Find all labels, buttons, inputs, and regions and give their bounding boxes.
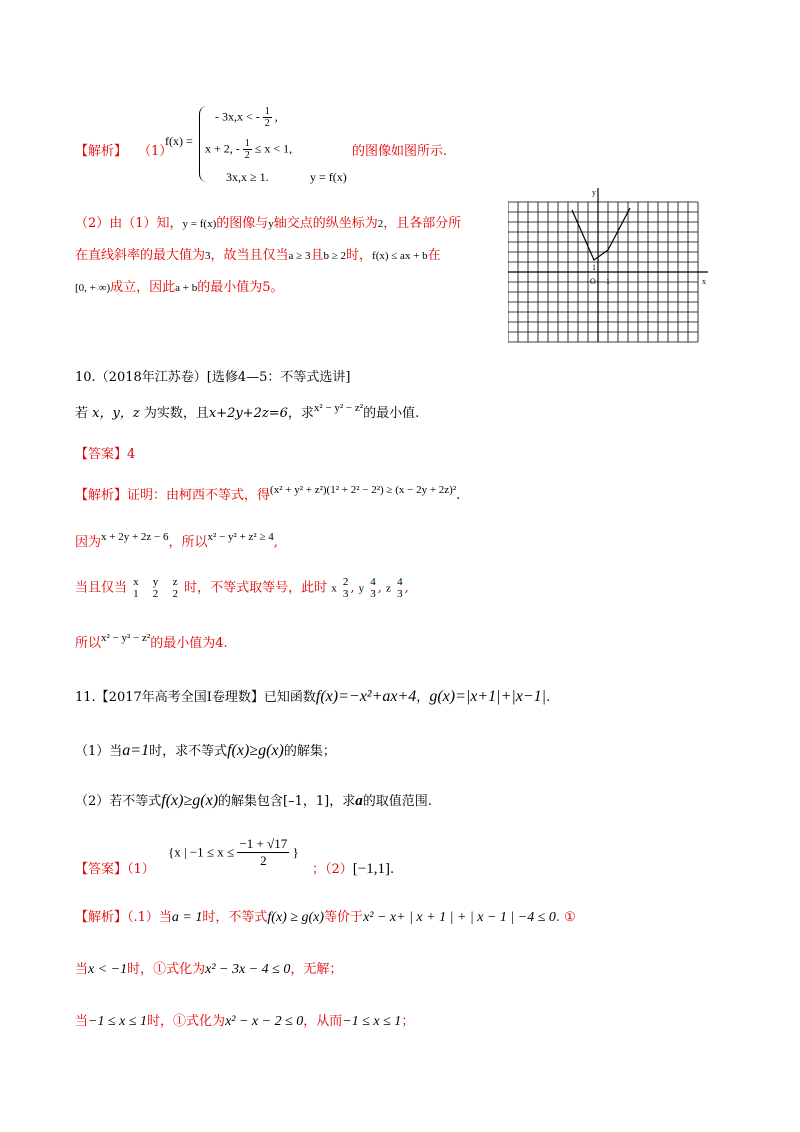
- graph-ref-text: 的图像如图所示.: [352, 144, 448, 159]
- x-axis-label: x: [702, 277, 706, 286]
- y-axis-label: y: [592, 188, 596, 197]
- q10-answer: [75, 443, 135, 462]
- answer-value: 4: [127, 447, 136, 462]
- y-one-label: 1: [592, 263, 596, 272]
- fx-label: f(x) =: [165, 134, 193, 148]
- q11-sol-line-3: 当−1 ≤ x ≤ 1时，①式化为x² − x − 2 ≤ 0，从而−1 ≤ x ≤ 1；: [75, 1014, 415, 1029]
- y-equals-fx: y = f(x): [310, 170, 347, 184]
- q11-sol-line-2: 当x < −1时，①式化为x² − 3x − 4 ≤ 0，无解；: [75, 962, 343, 977]
- origin-label: O: [590, 277, 596, 286]
- q11-answer: 【答案】（1）: [75, 862, 155, 877]
- answer-set: {x | −1 ≤ x ≤ $\frac{-1 + √17}{2}$ }: [168, 836, 299, 868]
- answer-tag: 【答案】: [75, 447, 128, 462]
- case-2-fraction: $\frac{1}{2}$: [244, 138, 250, 161]
- q10-body: 若 x，y，z 为实数，且x+2y+2z=6，求$^{x^2 - y^2 - z^2}$的最小值.: [75, 402, 420, 421]
- q10-sol-line-4: 所以$^{x^2 - y^2 - z^2}$的最小值为4.: [75, 632, 228, 651]
- q10-sol-line-3: 当且仅当 x 1 y 2 z 2 时，不等式取等号，此时 x 2 3 , y 4 3 , z 4 3 ,: [75, 576, 409, 600]
- sol2-line-1: （2）由（1）知，y = f(x)的图像与y轴交点的纵坐标为2，且各部分所: [75, 216, 462, 231]
- part-label: （1）: [138, 144, 173, 159]
- q11-answer-2: ；（2）[−1,1].: [312, 861, 395, 877]
- q11-heading: 11.【2017年高考全国Ⅰ卷理数】已知函数f(x)=−x²+ax+4，g(x)=|x+1|+|x−1|.: [75, 688, 551, 705]
- x-one-label: 1: [606, 277, 610, 286]
- analysis-tag: 【解析】: [75, 144, 128, 159]
- sol2-line-2: 在直线斜率的最大值为3，故当且仅当a ≥ 3且b ≥ 2时，f(x) ≤ ax + b在: [75, 248, 441, 263]
- q11-part-1: （1）当a=1时，求不等式f(x)≥g(x)的解集；: [75, 742, 336, 759]
- q10-sol-line-1: 【解析】证明：由柯西不等式，得$^{(x^2 + y^2 + z^2)(1^2 + 2^2 - 2^2) \ge (x - 2y + 2z)^2}$.: [75, 484, 461, 503]
- q11-part-2: （2）若不等式f(x)≥g(x)的解集包含[–1，1]，求a的取值范围.: [75, 792, 432, 809]
- function-graph: [508, 188, 708, 343]
- q11-sol-line-1: 【解析】（.1）当a = 1时，不等式f(x) ≥ g(x)等价于x² − x+ | x + 1 | + | x − 1 | −4 ≤ 0. ①: [75, 910, 576, 925]
- q10-heading: 10.（2018年江苏卷）[选修4—5：不等式选讲]: [75, 370, 351, 385]
- case-2: x + 2, - $\frac{1}{2}$ ≤ x < 1,: [205, 138, 293, 161]
- sol2-line-3: [0, + ∞)成立，因此a + b的最小值为5。: [75, 280, 284, 295]
- q10-sol-line-2: 因为$^{x + 2y + 2z - 6}$，所以$^{x^2 - y^2 + z^2 \ge 4}$,: [75, 531, 278, 550]
- case-1: - 3x,x < - $\frac{1}{2}$ ,: [215, 106, 278, 129]
- case-1-fraction: $\frac{1}{2}$: [264, 106, 270, 129]
- case-3: 3x,x ≥ 1.: [226, 170, 269, 184]
